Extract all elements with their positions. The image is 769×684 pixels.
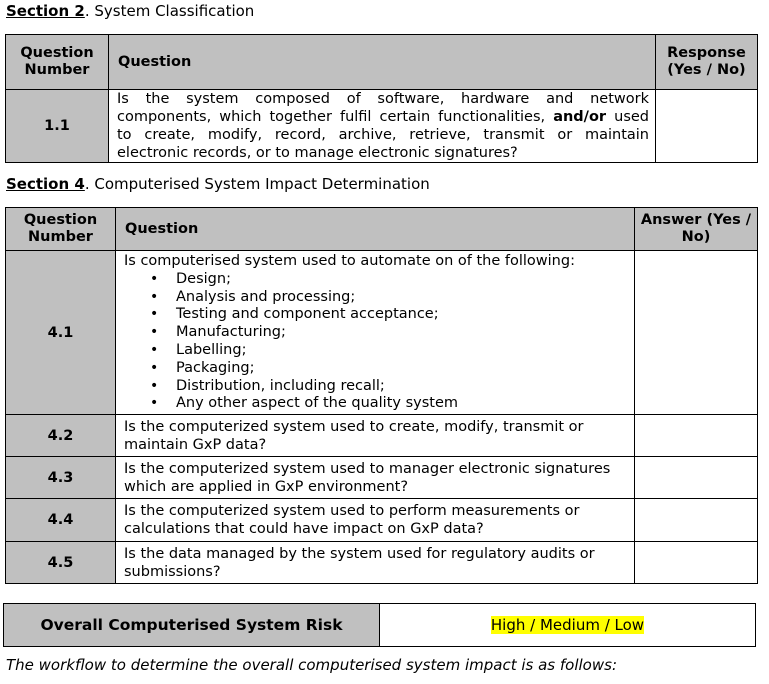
table-row (6, 499, 758, 542)
question-number: 1.1 (6, 90, 109, 163)
answer-cell[interactable] (635, 415, 758, 457)
table-row (6, 415, 758, 457)
question-text (116, 542, 635, 584)
question-text (109, 90, 656, 163)
header-question-number: Question Number (6, 35, 109, 90)
question-line (117, 108, 649, 126)
header-question: Question (116, 208, 635, 251)
section-2-table (5, 34, 758, 163)
question-line: Is the data managed by the system used for regulatory audits or (124, 545, 595, 562)
header-response: Response (Yes / No) (656, 35, 758, 90)
question-text (116, 415, 635, 457)
answer-cell[interactable] (635, 457, 758, 499)
question-text (116, 457, 635, 499)
question-number: 4.1 (6, 251, 116, 415)
section-4-label: Section 4 (6, 175, 85, 193)
section-4-table (5, 207, 758, 584)
section-2-label: Section 2 (6, 2, 85, 20)
table-row (6, 457, 758, 499)
list-item: • Any other aspect of the quality system (176, 395, 628, 413)
question-number: 4.2 (6, 415, 116, 457)
question-line-part: used (606, 109, 649, 125)
answer-cell[interactable] (635, 251, 758, 415)
question-line: submissions? (124, 563, 221, 580)
question-line: Is the computerized system used to create, modify, transmit or (124, 418, 584, 435)
question-intro: Is computerised system used to automate on of the following: (124, 253, 575, 269)
table-row (6, 542, 758, 584)
list-item: • Distribution, including recall; (176, 378, 628, 396)
response-cell[interactable] (656, 90, 758, 163)
question-text (116, 499, 635, 542)
overall-risk-table (3, 603, 756, 647)
section-2-title: . System Classification (84, 2, 255, 20)
question-line-part: components, which together fulfil certain functionalities, (117, 109, 546, 125)
risk-label: Overall Computerised System Risk (4, 604, 380, 647)
risk-value: High / Medium / Low (490, 616, 645, 634)
answer-cell[interactable] (635, 499, 758, 542)
list-item: • Analysis and processing; (176, 289, 628, 307)
table-row (6, 251, 758, 415)
section-2-heading (6, 2, 254, 20)
list-item: • Testing and component acceptance; (176, 306, 628, 324)
question-line: maintain GxP data? (124, 436, 267, 453)
question-number: 4.5 (6, 542, 116, 584)
section-2-header-row (6, 35, 758, 90)
question-line: to create, modify, record, archive, retrieve, transmit or maintain (117, 127, 649, 143)
answer-cell[interactable] (635, 542, 758, 584)
header-question-number: Question Number (6, 208, 116, 251)
bold-phrase: and/or (553, 109, 607, 125)
question-text (116, 251, 635, 415)
header-answer: Answer (Yes / No) (635, 208, 758, 251)
question-number: 4.4 (6, 499, 116, 542)
list-item: • Design; (176, 271, 628, 289)
question-line: calculations that could have impact on GxP data? (124, 521, 484, 537)
list-item: • Manufacturing; (176, 324, 628, 342)
footer-note: The workflow to determine the overall computerised system impact is as follows: (6, 656, 617, 674)
question-line: Is the computerized system used to perform measurements or (124, 503, 580, 519)
question-line: Is the system composed of software, hardware and network (117, 91, 649, 107)
risk-value-cell[interactable] (380, 604, 756, 647)
question-line: Is the computerized system used to manager electronic signatures (124, 460, 611, 477)
bullet-list (124, 271, 628, 413)
list-item: • Packaging; (176, 360, 628, 378)
question-number: 4.3 (6, 457, 116, 499)
section-4-title: . Computerised System Impact Determination (84, 175, 430, 193)
question-line: electronic records, or to manage electronic signatures? (117, 145, 518, 161)
list-item: • Labelling; (176, 342, 628, 360)
section-4-header-row (6, 208, 758, 251)
table-row (6, 90, 758, 163)
header-question: Question (109, 35, 656, 90)
risk-row (4, 604, 756, 647)
question-line: which are applied in GxP environment? (124, 478, 409, 495)
section-4-heading (6, 175, 430, 193)
